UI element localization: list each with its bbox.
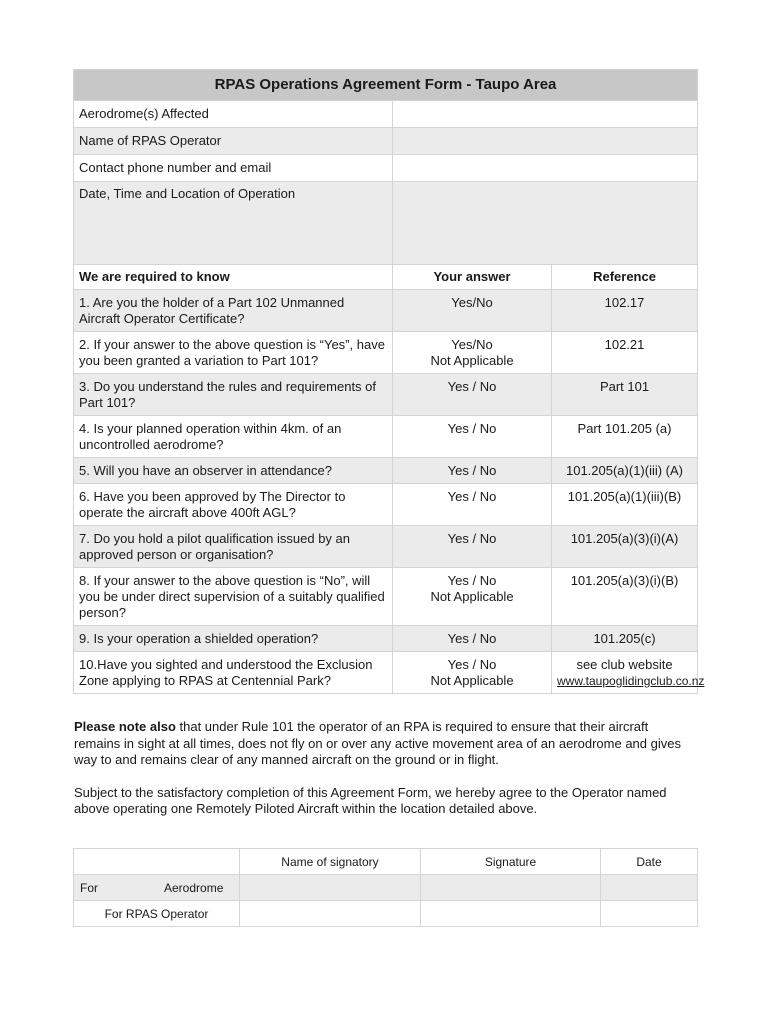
- answer-option-na: Not Applicable: [430, 353, 514, 368]
- form-title: RPAS Operations Agreement Form - Taupo Area: [74, 70, 698, 101]
- reference-text: Part 101.205 (a): [552, 416, 698, 458]
- reference-text: 101.205(a)(3)(i)(A): [552, 526, 698, 568]
- question-row: [74, 416, 698, 458]
- notes-section: [74, 719, 689, 834]
- reference-cell: [552, 652, 705, 694]
- question-row: [74, 526, 698, 568]
- answer-cell[interactable]: [393, 652, 552, 694]
- answer-option: Yes / No: [447, 489, 497, 504]
- operator-date-field[interactable]: [601, 901, 698, 927]
- operator-signature-field[interactable]: [421, 901, 601, 927]
- sig-header-date: Date: [601, 849, 698, 875]
- note-text: that under Rule 101 the operator of an RPA is required to ensure that their aircraft remains in sight at all times, does not fly on or over any active movement area of an aerodrome and gives way to and remains clear of any manned aircraft on the ground or in flight.: [74, 719, 681, 767]
- question-row: [74, 290, 698, 332]
- aerodrome-date-field[interactable]: [601, 875, 698, 901]
- question-text: 5. Will you have an observer in attendance?: [74, 458, 393, 484]
- aerodrome-signatory-name-field[interactable]: [240, 875, 421, 901]
- signature-table: [73, 848, 698, 927]
- question-text: 8. If your answer to the above question is “No”, will you be under direct supervision of a suitably qualified person?: [74, 568, 393, 626]
- rpas-operator-name-field[interactable]: [393, 128, 698, 155]
- reference-text: 102.17: [552, 290, 698, 332]
- answer-option: Yes / No: [447, 463, 497, 478]
- question-text: 3. Do you understand the rules and requirements of Part 101?: [74, 374, 393, 416]
- answer-cell[interactable]: [393, 626, 552, 652]
- question-text: 2. If your answer to the above question is “Yes”, have you been granted a variation to Part 101?: [74, 332, 393, 374]
- reference-text: 101.205(a)(3)(i)(B): [552, 568, 698, 626]
- question-text: 7. Do you hold a pilot qualification issued by an approved person or organisation?: [74, 526, 393, 568]
- answer-option-na: Not Applicable: [430, 673, 514, 688]
- note-lead: Please note also: [74, 719, 176, 734]
- reference-text: 101.205(c): [552, 626, 698, 652]
- sig-header-signature: Signature: [421, 849, 601, 875]
- sig-header-blank: [74, 849, 240, 875]
- answer-option: Yes / No: [447, 421, 497, 436]
- answer-option: Yes / No: [447, 631, 497, 646]
- question-row: [74, 458, 698, 484]
- answer-option: Yes / No: [447, 657, 497, 672]
- reference-text: Part 101: [552, 374, 698, 416]
- answer-option: Yes / No: [447, 573, 497, 588]
- reference-text: 101.205(a)(1)(iii) (A): [552, 458, 698, 484]
- aerodrome-affected-label: Aerodrome(s) Affected: [74, 101, 393, 128]
- answer-cell[interactable]: [393, 374, 552, 416]
- for-aerodrome-label: [74, 875, 240, 901]
- answer-header: Your answer: [393, 265, 552, 290]
- aerodrome-signature-field[interactable]: [421, 875, 601, 901]
- date-time-location-label: Date, Time and Location of Operation: [74, 182, 393, 265]
- reference-text: see club website: [576, 657, 673, 672]
- question-text: 9. Is your operation a shielded operation?: [74, 626, 393, 652]
- answer-cell[interactable]: [393, 458, 552, 484]
- answer-option: Yes / No: [447, 379, 497, 394]
- question-header: We are required to know: [74, 265, 393, 290]
- reference-text: 102.21: [552, 332, 698, 374]
- agreement-paragraph: Subject to the satisfactory completion of this Agreement Form, we hereby agree to the Operator named above operating one Remotely Piloted Aircraft within the location detailed above.: [74, 784, 667, 816]
- answer-cell[interactable]: [393, 526, 552, 568]
- reference-header: Reference: [552, 265, 698, 290]
- question-text: 10.Have you sighted and understood the Exclusion Zone applying to RPAS at Centennial Park?: [74, 652, 393, 694]
- question-text: 4. Is your planned operation within 4km. of an uncontrolled aerodrome?: [74, 416, 393, 458]
- answer-option: Yes / No: [447, 531, 497, 546]
- question-text: 1. Are you the holder of a Part 102 Unmanned Aircraft Operator Certificate?: [74, 290, 393, 332]
- club-website-link[interactable]: www.taupoglidingclub.co.nz: [557, 674, 705, 688]
- date-time-location-field[interactable]: [393, 182, 698, 265]
- answer-option: Yes/No: [451, 295, 493, 310]
- question-row: [74, 652, 698, 694]
- for-label: For: [80, 880, 98, 895]
- note-paragraph: [74, 719, 689, 769]
- answer-cell[interactable]: [393, 416, 552, 458]
- rpas-operator-name-label: Name of RPAS Operator: [74, 128, 393, 155]
- question-row: [74, 568, 698, 626]
- question-row: [74, 626, 698, 652]
- answer-cell[interactable]: [393, 332, 552, 374]
- answer-cell[interactable]: [393, 568, 552, 626]
- question-row: [74, 332, 698, 374]
- aerodrome-affected-field[interactable]: [393, 101, 698, 128]
- answer-option-na: Not Applicable: [430, 589, 514, 604]
- agreement-form-table: [73, 69, 705, 694]
- answer-option: Yes/No: [451, 337, 493, 352]
- for-rpas-operator-label: For RPAS Operator: [74, 901, 240, 927]
- aerodrome-label: Aerodrome: [164, 880, 224, 895]
- answer-cell[interactable]: [393, 290, 552, 332]
- question-row: [74, 374, 698, 416]
- sig-header-name: Name of signatory: [240, 849, 421, 875]
- operator-signatory-name-field[interactable]: [240, 901, 421, 927]
- contact-label: Contact phone number and email: [74, 155, 393, 182]
- question-text: 6. Have you been approved by The Director to operate the aircraft above 400ft AGL?: [74, 484, 393, 526]
- question-row: [74, 484, 698, 526]
- answer-cell[interactable]: [393, 484, 552, 526]
- contact-field[interactable]: [393, 155, 698, 182]
- reference-text: 101.205(a)(1)(iii)(B): [552, 484, 698, 526]
